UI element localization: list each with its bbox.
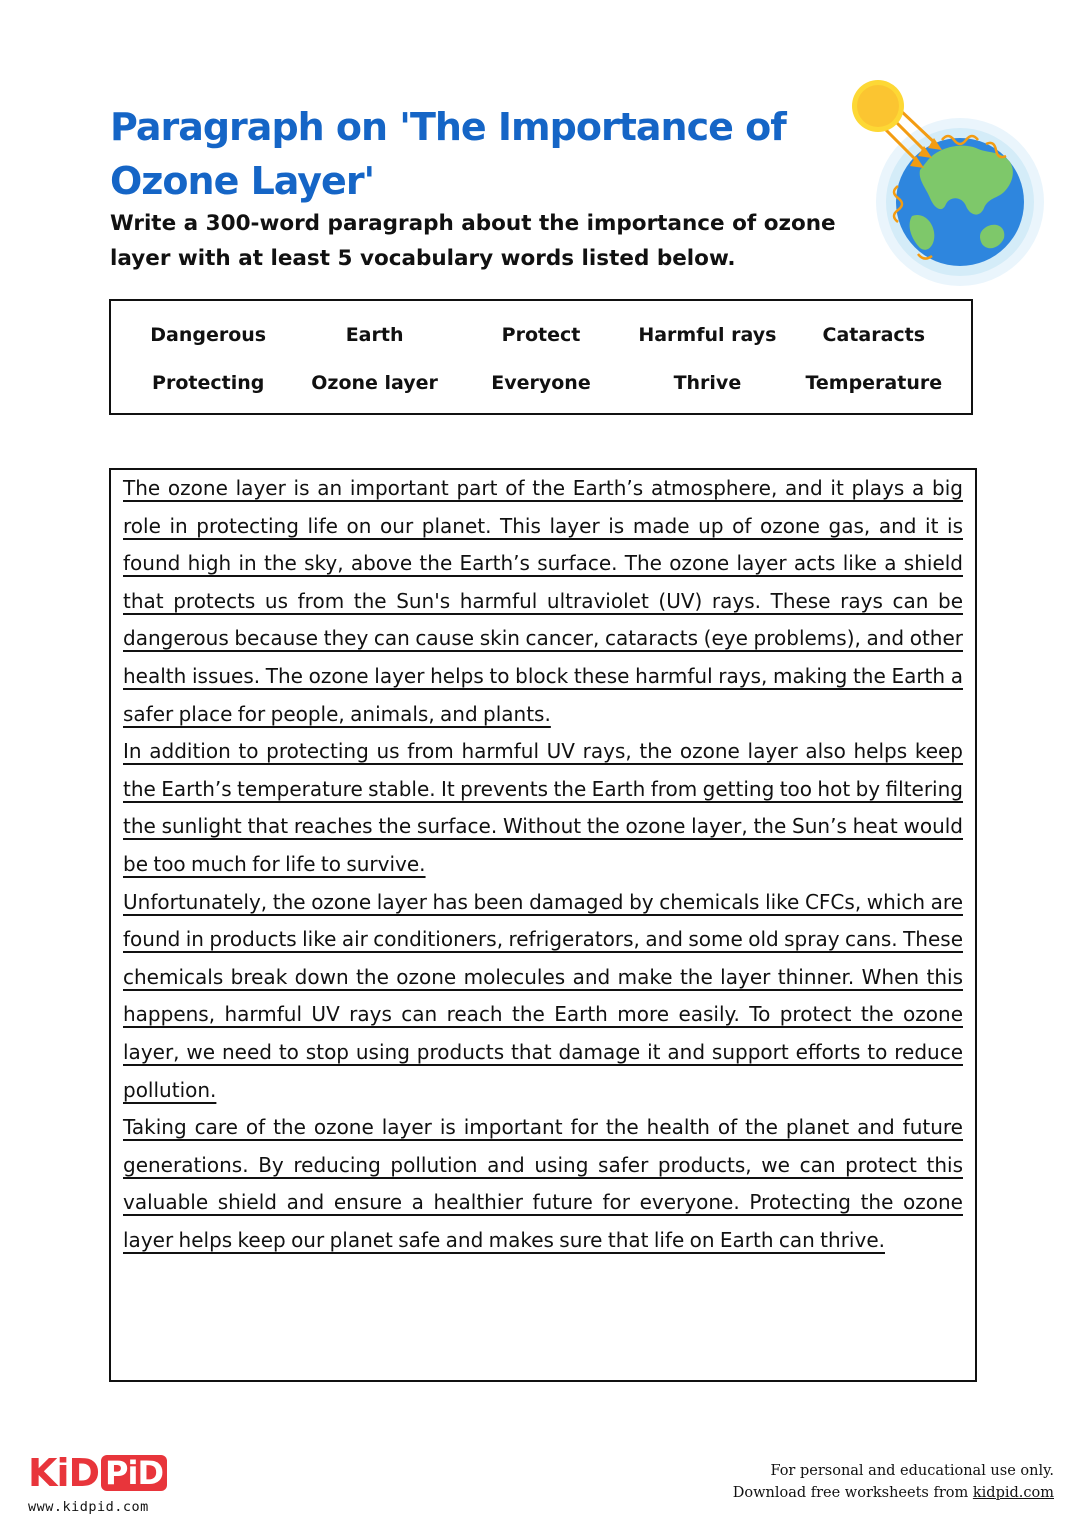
vocab-word: Temperature	[805, 372, 943, 394]
logo-url: www.kidpid.com	[28, 1499, 149, 1515]
vocab-word: Dangerous	[150, 324, 267, 346]
logo-wordmark	[28, 1453, 178, 1493]
answer-box	[109, 468, 977, 1382]
vocab-word: Cataracts	[822, 324, 926, 346]
vocabulary-box	[109, 299, 973, 415]
page-title: Paragraph on 'The Importance of Ozone Layer'	[110, 105, 786, 203]
footer-note	[733, 1460, 1054, 1504]
kidpid-logo	[28, 1453, 178, 1515]
vocab-word: Earth	[345, 324, 404, 346]
answer-paragraph: Unfortunately, the ozone layer has been damaged by chemicals like CFCs, which are found in products like air conditioners, refrigerators, and some old spray cans. These chemicals break down the ozone molecules and make the layer thinner. When this happens, harmful UV rays can reach the Earth more easily. To protect the ozone layer, we need to stop using products that damage it and support efforts to reduce pollution.	[123, 889, 963, 1102]
footer-line-2	[733, 1482, 1054, 1504]
sun-earth-illustration	[838, 76, 1058, 294]
vocab-word: Protect	[501, 324, 581, 346]
logo-kid: KiD	[28, 1451, 100, 1495]
logo-pid: PiD	[101, 1455, 167, 1491]
vocab-word: Harmful rays	[638, 324, 777, 346]
footer-link[interactable]: kidpid.com	[972, 1485, 1054, 1501]
answer-paragraph: In addition to protecting us from harmful UV rays, the ozone layer also helps keep the Earth’s temperature stable. It prevents the Earth from getting too hot by filtering the sunlight that reaches the surface. Without the ozone layer, the Sun’s heat would be too much for life to survive.	[123, 739, 963, 876]
answer-paragraph: Taking care of the ozone layer is important for the health of the planet and future generations. By reducing pollution and using safer products, we can protect this valuable shield and ensure a healthier future for everyone. Protecting the ozone layer helps keep our planet safe and makes sure that life on Earth can thrive.	[123, 1115, 963, 1252]
vocab-word: Thrive	[673, 372, 742, 394]
vocab-word: Protecting	[152, 372, 265, 394]
answer-text	[123, 470, 963, 1259]
footer-line-1: For personal and educational use only.	[770, 1463, 1054, 1479]
instruction-text: Write a 300-word paragraph about the importance of ozone layer with at least 5 vocabulary words listed below.	[110, 211, 836, 271]
answer-paragraph: The ozone layer is an important part of the Earth’s atmosphere, and it plays a big role in protecting life on our planet. This layer is made up of ozone gas, and it is found high in the sky, above the Earth’s surface. The ozone layer acts like a shield that protects us from the Sun's harmful ultraviolet (UV) rays. These rays can be dangerous because they can cause skin cancer, cataracts (eye problems), and other health issues. The ozone layer helps to block these harmful rays, making the Earth a safer place for people, animals, and plants.	[123, 476, 963, 726]
vocab-word: Everyone	[491, 372, 591, 394]
sun-icon	[852, 80, 904, 132]
footer-line-2-text: Download free worksheets from	[732, 1485, 973, 1501]
vocab-word: Ozone layer	[311, 372, 438, 394]
